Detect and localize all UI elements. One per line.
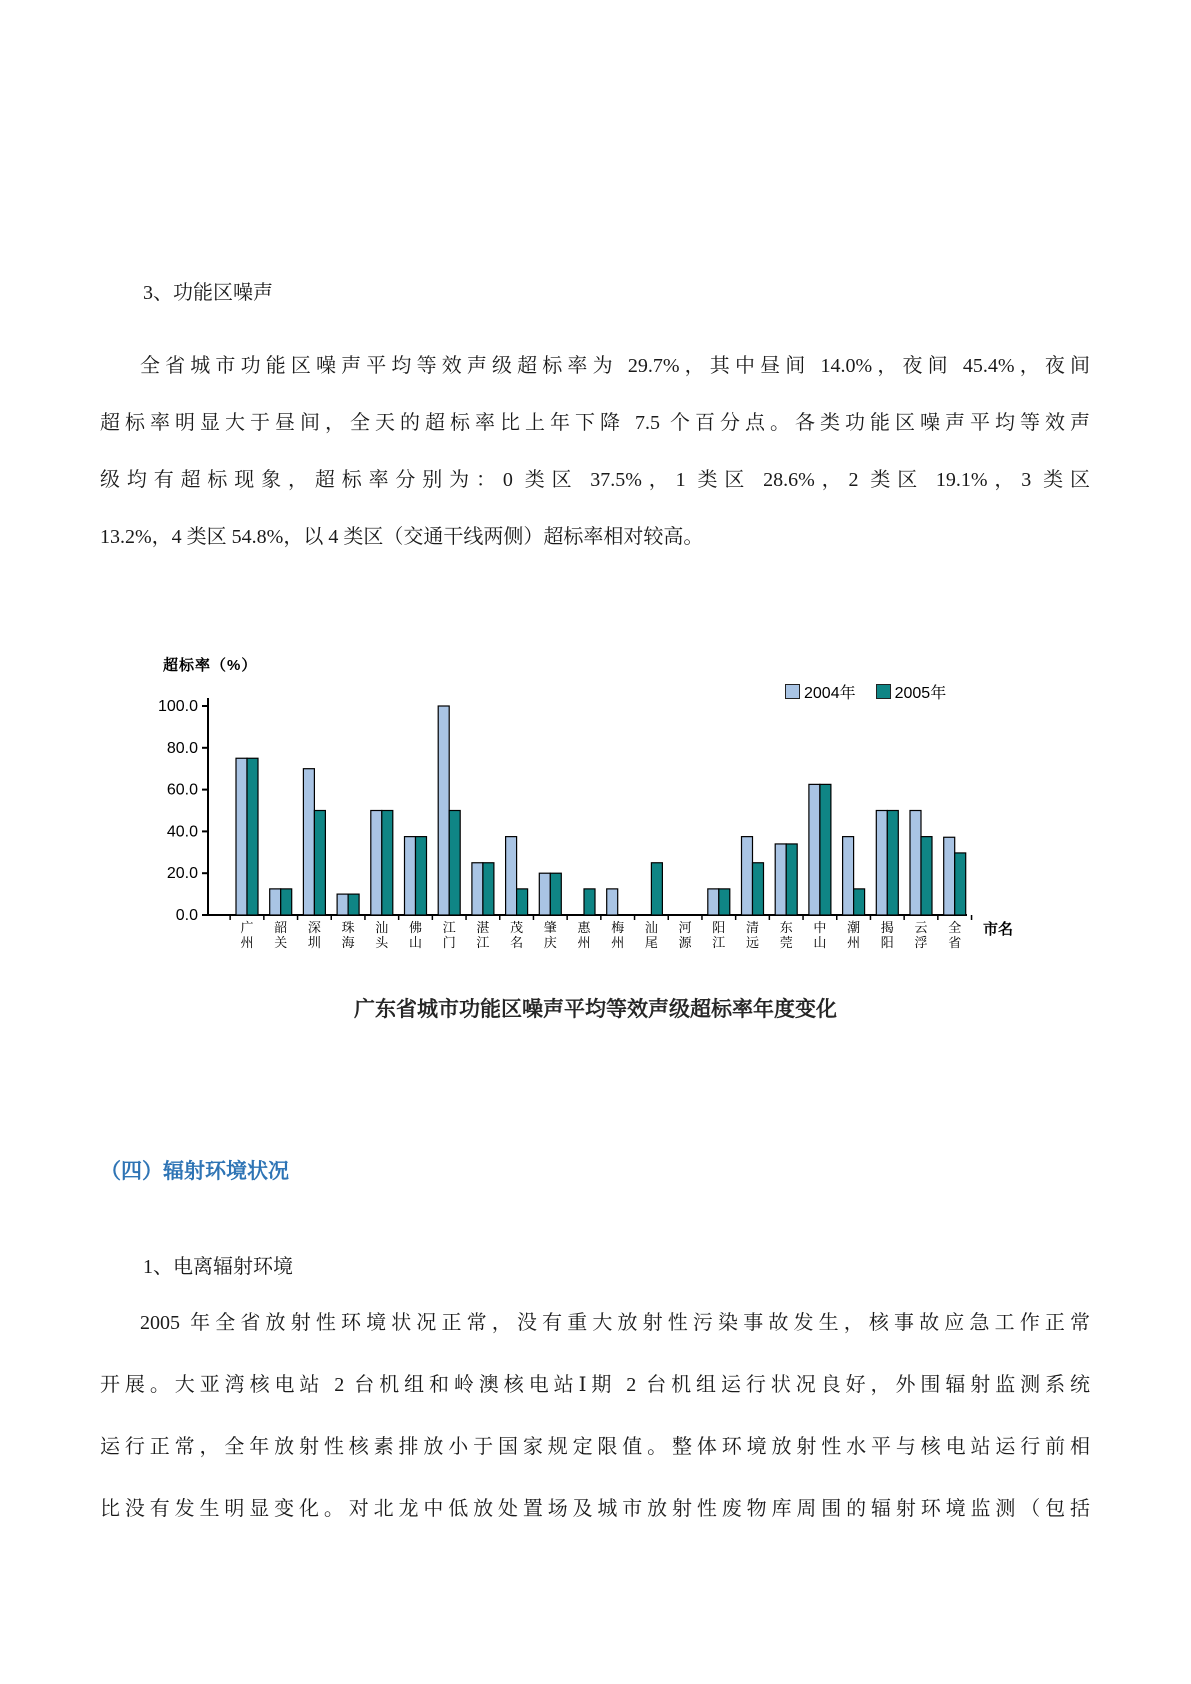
bar-2004年-茂名 <box>506 837 517 915</box>
bar-2004年-汕头 <box>371 811 382 916</box>
bar-2004年-广州 <box>236 758 247 915</box>
x-category-label: 东莞 <box>779 920 793 950</box>
paragraph-line: 比没有发生明显变化。对北龙中低放处置场及城市放射性废物库周围的辐射环境监测（包括 <box>100 1498 1090 1520</box>
x-category-label: 梅州 <box>611 920 625 950</box>
bar-2004年-揭阳 <box>876 811 887 916</box>
bar-2004年-珠海 <box>337 894 348 915</box>
bar-2005年-潮州 <box>854 889 865 915</box>
x-category-label: 韶关 <box>274 920 288 950</box>
x-category-label: 江门 <box>442 920 456 950</box>
x-category-label: 深圳 <box>307 920 321 950</box>
y-tick-label: 40.0 <box>166 823 198 841</box>
noise-paragraph <box>100 338 1090 566</box>
bar-2004年-江门 <box>438 706 449 915</box>
y-tick-label: 60.0 <box>166 781 198 799</box>
bar-2005年-惠州 <box>584 889 595 915</box>
subsection-heading-ionizing: 1、电离辐射环境 <box>143 1256 293 1278</box>
bar-2004年-云浮 <box>910 811 921 916</box>
paragraph-line: 13.2%，4 类区 54.8%，以 4 类区（交通干线两侧）超标率相对较高。 <box>100 526 704 548</box>
y-tick-label: 80.0 <box>166 739 198 757</box>
bar-2005年-清远 <box>753 863 764 915</box>
x-category-label: 珠海 <box>341 920 355 950</box>
bar-2004年-东莞 <box>775 844 786 915</box>
x-category-label: 潮州 <box>847 920 861 950</box>
bar-chart-canvas <box>155 610 1035 970</box>
bar-2005年-湛江 <box>483 863 494 915</box>
x-category-label: 云浮 <box>914 920 928 950</box>
x-category-label: 茂名 <box>510 920 524 950</box>
bar-2005年-韶关 <box>281 889 292 915</box>
section-heading-radiation: （四）辐射环境状况 <box>100 1159 289 1183</box>
bar-2005年-江门 <box>449 811 460 916</box>
bar-2004年-湛江 <box>472 863 483 915</box>
bar-2005年-肇庆 <box>550 873 561 915</box>
legend-label-2005: 2005年 <box>894 685 947 702</box>
x-category-label: 阳江 <box>712 920 726 950</box>
y-tick-label: 0.0 <box>175 907 198 924</box>
bar-2005年-云浮 <box>921 837 932 915</box>
noise-bar-chart <box>155 610 1035 980</box>
paragraph-line: 全省城市功能区噪声平均等效声级超标率为 29.7%，其中昼间 14.0%，夜间 45.4%，夜间 <box>140 355 1090 377</box>
paragraph-line: 开展。大亚湾核电站 2 台机组和岭澳核电站Ⅰ期 2 台机组运行状况良好，外围辐射监测系统 <box>100 1374 1090 1396</box>
bar-2004年-潮州 <box>843 837 854 915</box>
bar-2005年-全省 <box>955 853 966 915</box>
x-category-label: 河源 <box>678 920 692 950</box>
bar-2004年-清远 <box>742 837 753 915</box>
paragraph-line: 超标率明显大于昼间，全天的超标率比上年下降 7.5 个百分点。各类功能区噪声平均等效声 <box>100 412 1090 434</box>
bar-2004年-阳江 <box>708 889 719 915</box>
bar-2004年-佛山 <box>405 837 416 915</box>
x-category-label: 湛江 <box>476 920 490 950</box>
radiation-paragraph <box>100 1292 1090 1540</box>
x-category-label: 汕头 <box>375 920 389 950</box>
x-axis-label: 市名 <box>983 921 1014 938</box>
legend-label-2004: 2004年 <box>804 685 856 702</box>
x-category-label: 全省 <box>948 920 962 950</box>
bar-2004年-梅州 <box>607 889 618 915</box>
x-category-label: 汕尾 <box>644 920 658 950</box>
bar-2005年-中山 <box>820 784 831 915</box>
x-category-label: 肇庆 <box>543 920 557 950</box>
bar-2004年-韶关 <box>270 889 281 915</box>
bar-2005年-阳江 <box>719 889 730 915</box>
bar-2005年-茂名 <box>517 889 528 915</box>
x-category-label: 广州 <box>240 920 254 950</box>
paragraph-line: 级均有超标现象，超标率分别为：0 类区 37.5%，1 类区 28.6%，2 类区 19.1%，3 类区 <box>100 469 1090 491</box>
bar-2004年-中山 <box>809 784 820 915</box>
x-category-label: 清远 <box>745 920 760 950</box>
paragraph-line: 运行正常，全年放射性核素排放小于国家规定限值。整体环境放射性水平与核电站运行前相 <box>100 1436 1090 1458</box>
chart-y-axis-label: 超标率（%） <box>163 657 258 674</box>
bar-2005年-东莞 <box>786 844 797 915</box>
x-category-label: 惠州 <box>577 920 591 950</box>
bar-2005年-深圳 <box>314 811 325 916</box>
bar-2005年-广州 <box>247 758 258 915</box>
bar-2005年-珠海 <box>348 894 359 915</box>
bar-2004年-深圳 <box>303 769 314 915</box>
y-tick-label: 100.0 <box>157 698 198 715</box>
bar-2004年-肇庆 <box>539 873 550 915</box>
x-category-label: 佛山 <box>408 920 423 950</box>
section-heading-noise: 3、功能区噪声 <box>143 282 273 304</box>
bar-2004年-全省 <box>944 837 955 915</box>
bar-2005年-汕头 <box>382 811 393 916</box>
x-category-label: 揭阳 <box>880 920 894 950</box>
chart-caption: 广东省城市功能区噪声平均等效声级超标率年度变化 <box>354 998 837 1021</box>
y-tick-label: 20.0 <box>166 865 198 883</box>
paragraph-line: 2005 年全省放射性环境状况正常，没有重大放射性污染事故发生，核事故应急工作正常 <box>140 1312 1090 1334</box>
bar-2005年-揭阳 <box>887 811 898 916</box>
bar-2005年-汕尾 <box>651 863 662 915</box>
x-category-label: 中山 <box>813 920 827 950</box>
bar-2005年-佛山 <box>416 837 427 915</box>
